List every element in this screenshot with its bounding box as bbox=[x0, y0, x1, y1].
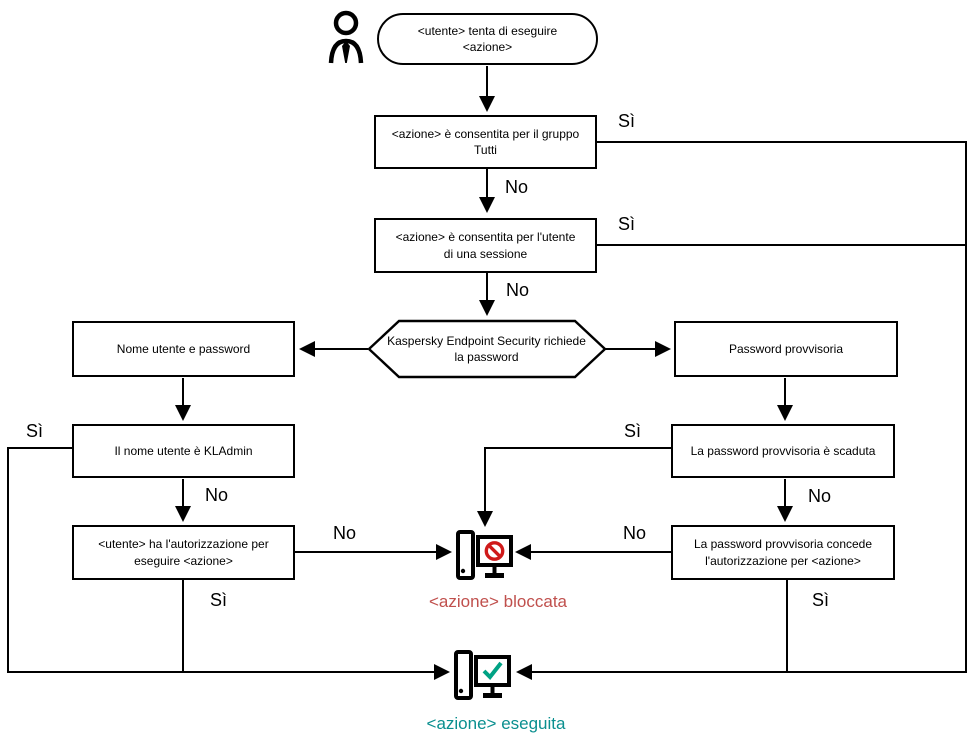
node-temporary-password bbox=[674, 321, 898, 377]
node-group-allowed bbox=[374, 115, 597, 169]
node-session-allowed bbox=[374, 218, 597, 273]
edge-label-yes-grants: Sì bbox=[812, 590, 830, 610]
edge-label-yes-group: Sì bbox=[618, 111, 636, 131]
edge-label-yes-expired: Sì bbox=[624, 421, 642, 441]
edge-label-yes-kladmin: Sì bbox=[26, 421, 44, 441]
node-username-kladmin bbox=[72, 424, 295, 478]
action-executed-computer-icon bbox=[452, 648, 512, 706]
user-icon bbox=[326, 8, 366, 64]
edge-label-yes-authorization: Sì bbox=[210, 590, 228, 610]
edge-label-no-grants: No bbox=[623, 523, 647, 543]
node-password-prompt-label: Kaspersky Endpoint Security richiede la password bbox=[387, 333, 586, 364]
edge-label-no-session: No bbox=[506, 280, 530, 300]
node-start-label: <utente> tenta di eseguire <azione> bbox=[417, 23, 558, 54]
node-start bbox=[377, 13, 598, 65]
node-password-prompt bbox=[366, 319, 607, 379]
node-username-password-label: Nome utente e password bbox=[116, 341, 251, 356]
node-session-allowed-label: <azione> è consentita per l'utente di una sessione bbox=[395, 230, 576, 261]
edge-label-no-kladmin: No bbox=[205, 485, 229, 505]
node-user-has-authorization-label: <utente> ha l'autorizzazione per eseguire <azione> bbox=[98, 537, 269, 568]
edge-label-no-group: No bbox=[505, 177, 529, 197]
node-user-has-authorization bbox=[72, 525, 295, 580]
edge-label-yes-session: Sì bbox=[618, 214, 636, 234]
action-blocked-label: <azione> bloccata bbox=[429, 592, 567, 611]
action-blocked-computer-icon bbox=[454, 528, 514, 586]
node-temp-password-grants-label: La password provvisoria concede l'autorizzazione per <azione> bbox=[693, 537, 873, 568]
edge-label-no-authorization: No bbox=[333, 523, 357, 543]
node-temporary-password-label: Password provvisoria bbox=[728, 341, 844, 356]
node-username-kladmin-label: Il nome utente è KLAdmin bbox=[114, 443, 253, 458]
node-temp-password-grants bbox=[671, 525, 895, 580]
node-temp-password-expired-label: La password provvisoria è scaduta bbox=[690, 443, 876, 458]
node-temp-password-expired bbox=[671, 424, 895, 478]
action-executed-label: <azione> eseguita bbox=[426, 714, 566, 733]
node-group-allowed-label: <azione> è consentita per il gruppo Tutti bbox=[391, 126, 580, 157]
node-username-password bbox=[72, 321, 295, 377]
edge-label-no-expired: No bbox=[808, 486, 832, 506]
